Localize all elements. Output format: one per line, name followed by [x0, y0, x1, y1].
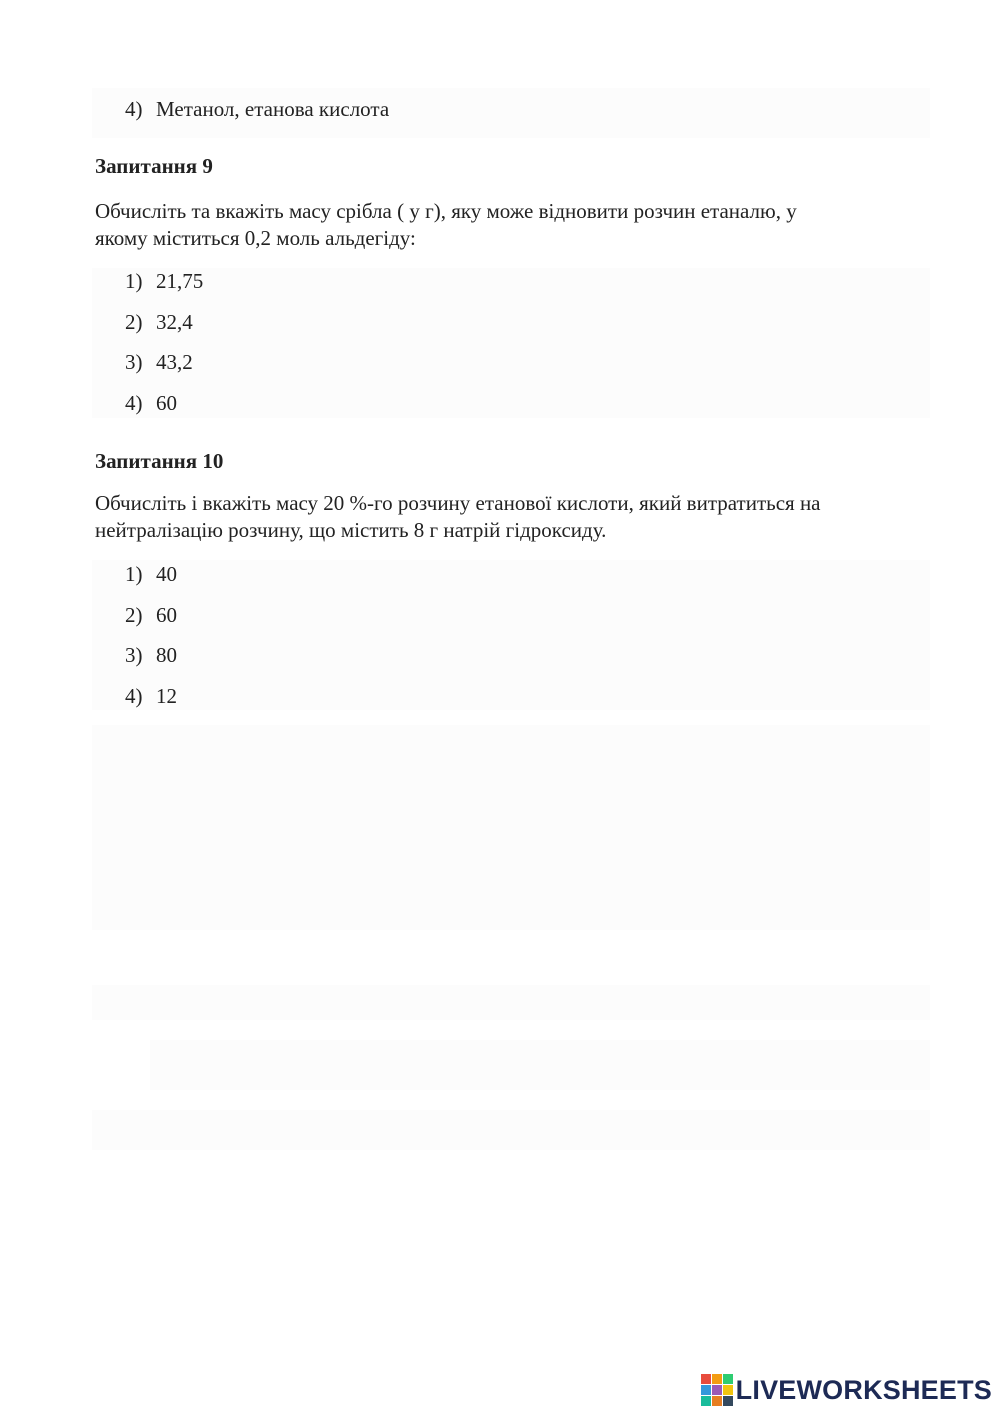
logo-cell	[723, 1396, 733, 1406]
logo-cell	[723, 1374, 733, 1384]
answer-area[interactable]	[92, 560, 930, 710]
option-number: 4)	[125, 684, 143, 708]
answer-area[interactable]	[92, 985, 930, 1020]
option-text: 80	[156, 643, 177, 667]
option-number: 1)	[125, 269, 143, 293]
option-number: 3)	[125, 350, 143, 374]
q8-option-4	[125, 96, 389, 122]
option-text: 43,2	[156, 350, 193, 374]
logo-cell	[723, 1385, 733, 1395]
option-text: 60	[156, 391, 177, 415]
liveworksheets-logo-icon	[701, 1374, 733, 1406]
logo-cell	[701, 1385, 711, 1395]
logo-cell	[712, 1396, 722, 1406]
option-number: 2)	[125, 310, 143, 334]
option-text: 32,4	[156, 310, 193, 334]
logo-cell	[701, 1374, 711, 1384]
question-10-line-2: нейтралізацію розчину, що містить 8 г натрій гідроксиду.	[95, 518, 607, 542]
option-number: 4)	[125, 97, 143, 121]
q10-option-2	[125, 602, 177, 628]
answer-area[interactable]	[92, 1110, 930, 1150]
option-number: 1)	[125, 562, 143, 586]
q9-option-3	[125, 349, 193, 375]
answer-area[interactable]	[150, 1040, 930, 1090]
logo-cell	[712, 1374, 722, 1384]
q9-option-2	[125, 309, 193, 335]
option-text: Метанол, етанова кислота	[156, 97, 390, 121]
q10-option-3	[125, 642, 177, 668]
q9-option-1	[125, 268, 203, 294]
liveworksheets-wordmark: LIVEWORKSHEETS	[735, 1374, 992, 1405]
option-number: 4)	[125, 391, 143, 415]
logo-cell	[712, 1385, 722, 1395]
q10-option-4	[125, 683, 177, 709]
question-10-line-1: Обчисліть і вкажіть масу 20 %-го розчину етанової кислоти, який витратиться на	[95, 491, 821, 515]
question-9-text	[95, 198, 925, 252]
question-9-title: Запитання 9	[95, 154, 213, 178]
answer-area[interactable]	[92, 725, 930, 930]
option-text: 40	[156, 562, 177, 586]
option-text: 21,75	[156, 269, 204, 293]
option-number: 3)	[125, 643, 143, 667]
question-10-text	[95, 490, 925, 544]
logo-cell	[701, 1396, 711, 1406]
q10-option-1	[125, 561, 177, 587]
option-text: 12	[156, 684, 177, 708]
option-text: 60	[156, 603, 177, 627]
question-10-title: Запитання 10	[95, 449, 224, 473]
liveworksheets-brand	[701, 1375, 992, 1405]
answer-area[interactable]	[92, 268, 930, 418]
question-9-line-2: якому міститься 0,2 моль альдегіду:	[95, 226, 416, 250]
q9-option-4	[125, 390, 177, 416]
question-9-line-1: Обчисліть та вкажіть масу срібла ( у г), яку може відновити розчин етаналю, у	[95, 199, 797, 223]
option-number: 2)	[125, 603, 143, 627]
